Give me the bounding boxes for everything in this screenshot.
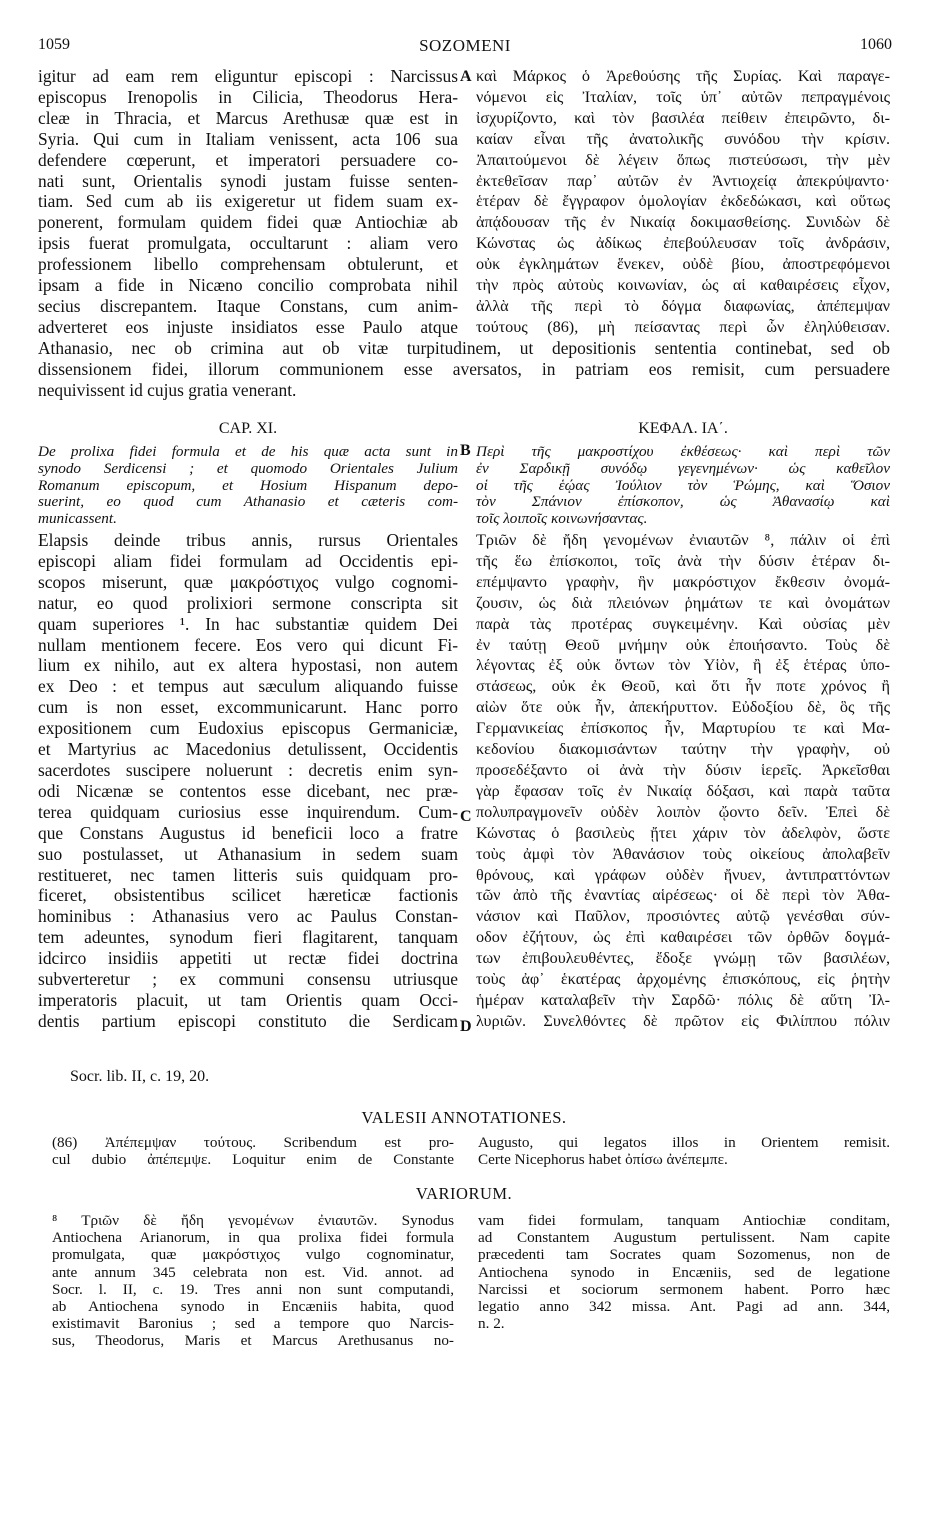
note-line: (86) Ἀπέπεμψαν τούτους. Scribendum est pro- — [52, 1134, 454, 1151]
note-line: Antiochena synodo in Encæniis, sed de legatione — [478, 1263, 890, 1281]
text-line: τοὺς ἀμφὶ τὸν Ἀθανάσιον τοὺς οἰκείους ἀπολαβεῖν — [476, 844, 890, 863]
greek-column-body — [476, 530, 890, 1032]
note-line: Narcissi et sociorum sermonem habent. Porro hæc — [478, 1280, 890, 1298]
text-line: episcopi aliam fidei formulam ad Occidentis epi- — [38, 550, 458, 571]
text-line: παρὰ τὰς προτέρας συγκειμένην. Καὶ οὐσίας μὲν — [476, 614, 890, 633]
text-line: suo postulasset, ut Athanasium in sedem suam — [38, 843, 458, 864]
text-line: cum is non esset, excommunicarunt. Hanc porro — [38, 697, 458, 718]
source-reference: Socr. lib. II, c. 19, 20. — [70, 1068, 210, 1085]
summary-line: De prolixa fidei formula et de his quæ acta sunt in — [38, 444, 458, 460]
text-line: Athanasio, nec ob crimina aut ob vitæ turpitudinem, ut depositionis sententia continebat, sed ob — [38, 338, 890, 358]
text-line: Κώνστας ὁ βασιλεὺς ᾔτει χάριν τὸν ἀδελφὸν, ὥστε — [476, 823, 890, 842]
text-line: nati sunt, Orientalis synodi justam fuisse senten- — [38, 170, 458, 191]
variorum-note-left — [52, 1212, 454, 1350]
text-line: οδον ἐζήτουν, ὡς ἐπὶ καθαιρέσει τῶν ὀρθῶν δογμά- — [476, 928, 890, 947]
text-line: καὶ Μάρκος ὁ Ἀρεθούσης τῆς Συρίας. Καὶ παραγε- — [476, 67, 890, 85]
text-line: restitueret, nec tamen litteris suis quidquam pro- — [38, 864, 458, 885]
chapter-heading-greek: ΚΕΦΑΛ. ΙΑ΄. — [638, 420, 728, 437]
text-line: subverteretur ; ex communi consensu utriusque — [38, 969, 458, 990]
text-line: ficeret, obsistentibus scilicet hæreticæ factionis — [38, 885, 458, 906]
text-line: idcirco insidiis appetiti ut rectæ fidei doctrina — [38, 948, 458, 969]
variorum-heading: VARIORUM. — [415, 1184, 513, 1203]
valesii-note-right — [478, 1134, 890, 1168]
chapter-heading-latin: CAP. XI. — [218, 420, 278, 437]
text-line: αἰὼν ὅτε οὐκ ἦν, ἀπεκήρυττον. Εὐδοξίου δὲ, ὃς τῆς — [476, 698, 890, 717]
text-line: nullam mentionem fecere. Eos vero qui dicunt Fi- — [38, 634, 458, 655]
text-line: odi Nicænæ se contentos esse dicebant, nec præ- — [38, 780, 458, 801]
text-line: οὐκ ἐγκλημάτων ἕνεκεν, οὐδὲ βίου, ἀποστρεφόμενοι — [476, 255, 890, 274]
text-line: igitur ad eam rem eliguntur episcopi : Narcissus — [38, 66, 458, 86]
text-line: natur, eo quod prolixiori sermone conscripta sit — [38, 592, 458, 613]
text-line: nequivissent id cujus gratia venerant. — [38, 379, 297, 400]
summary-line: ἐν Σαρδικῇ συνόδῳ γεγενημένων· ὡς καθεῖλον — [476, 460, 890, 477]
text-line: κεδονίου διακομισάντων ταύτην τὴν γραφὴν, οὐ — [476, 740, 890, 759]
running-header — [38, 36, 892, 60]
text-line: hominibus : Athanasius vero ac Paulus Constan- — [38, 906, 458, 927]
text-line: cleæ in Thracia, et Marcus Arethusæ quæ est in — [38, 107, 458, 128]
text-line: καίαν εἶναι τῆς ἀνατολικῆς συνόδου τὴν κρίσιν. — [476, 129, 890, 148]
text-line: ἐν ταύτῃ Θεοῦ μνήμην οὐκ ἐποιήσαντο. Τοὺς δὲ — [476, 635, 890, 654]
text-line: των ἐπιβουλευθέντες, ἔδοξε γνώμῃ τῶν βασιλέων, — [476, 949, 890, 968]
note-line: cul dubio ἀπέπεμψε. Loquitur enim de Constante — [52, 1151, 454, 1169]
text-line: στάσεως, οὐκ ἐκ Θεοῦ, καὶ ὅτι ἦν ποτε χρόνος ἢ — [476, 677, 890, 696]
text-line: tem adeuntes, synodum fieri flagitarent, tanquam — [38, 927, 458, 948]
margin-marker-b: B — [460, 442, 471, 459]
text-line: λέγοντας ἐξ οὐκ ὄντων τὸν Υἱὸν, ἢ ἐξ ἑτέρας ὑπο- — [476, 656, 890, 675]
latin-column-top — [38, 66, 458, 338]
note-line: ab Antiochena synodo in Encæniis habita, quod — [52, 1298, 454, 1316]
note-line: ad Constantem Augustum pertulissent. Nam capite — [478, 1229, 890, 1247]
note-line: legatio anno 342 missa. Ant. Pagi ad ann. 344, — [478, 1298, 890, 1316]
summary-line: Περὶ τῆς μακροστίχου ἐκθέσεως· καὶ περὶ τῶν — [476, 444, 890, 460]
valesii-note-left — [52, 1134, 454, 1168]
text-line: dissensionem fidei, illorum communionem esse aversatos, in patriam eos remisit, cum persuadere — [38, 358, 890, 379]
text-line: νόμενοι εἰς Ἰταλίαν, τοῖς ὑπ᾽ αὐτῶν πεπραγμένοις — [476, 87, 890, 106]
text-line: Κώνστας ὡς ἀδίκως ἐπεβούλευσαν τοῖς ἀνδράσιν, — [476, 234, 890, 253]
text-line: scopos miserunt, quæ μακρόστιχος vulgo cognomi- — [38, 571, 458, 592]
summary-line: synodo Serdicensi ; et quomodo Orientales Julium — [38, 460, 458, 477]
text-line: ἑτέραν δὲ ἔγγραφον ὁμολογίαν ἐκδεδώκασι, καὶ οὕτως — [476, 192, 890, 211]
text-line: que Constans Augustus id beneficii loco a fratre — [38, 822, 458, 843]
margin-marker-c: C — [460, 808, 472, 825]
text-line: ipsis fuerat promulgata, occultarunt : aliam vero — [38, 233, 458, 254]
note-line: existimavit Baronius ; sed a tempore quo Narcis- — [52, 1315, 454, 1333]
text-line: adverteret eos injuste insidiatos esse Paulo atque — [38, 316, 458, 337]
text-line: τῆς ἕω ἐπίσκοποι, τοῖς ἀνὰ τὴν δύσιν ἑτέραν δι- — [476, 551, 890, 570]
text-line: ἡμέραν καταλαβεῖν τὴν Σαρδῶ· πόλις δὲ αὕτη Ἰλ- — [476, 990, 890, 1009]
latin-column-body — [38, 530, 458, 1032]
summary-line: οἱ τῆς ἑῴας Ἰούλιον τὸν Ῥώμης, καὶ Ὅσιον — [476, 477, 890, 494]
text-line: quam superiores ¹. In hac substantiæ quidem Dei — [38, 613, 458, 634]
text-line: dentis partium episcopi constituto die Serdicam — [38, 1010, 458, 1031]
note-line: Socr. l. II, c. 19. Tres anni non sunt computandi, — [52, 1280, 454, 1298]
text-line: Τριῶν δὲ ἤδη γενομένων ἐνιαυτῶν ⁸, πάλιν οἱ ἐπὶ — [476, 531, 890, 549]
text-line: episcopus Irenopolis in Cilicia, Theodorus Hera- — [38, 86, 458, 107]
text-line: ἰσχυρίζοντο, καὶ τὸν βασιλέα πείθειν ἐπειρῶντο, δι- — [476, 108, 890, 127]
note-line: sus, Theodorus, Maris et Marcus Arethusanus no- — [52, 1332, 454, 1350]
text-line: θρόνους, καὶ γράφων οὐδὲν ἤνυεν, ἀντιπραττόντων — [476, 865, 890, 884]
text-line: προσεδέξαντο οἱ ἀνὰ τὴν δύσιν ἱερεῖς. Ἀρκεῖσθαι — [476, 760, 890, 779]
text-line: ex Deo : et tempus aut sæculum aliquando fuisse — [38, 676, 458, 697]
note-line: vam fidei formulam, tanquam Antiochiæ conditam, — [478, 1212, 890, 1229]
summary-line: suerint, eo quod cum Athanasio et cæteris com- — [38, 494, 458, 511]
summary-line: municassent. — [38, 511, 117, 528]
text-line: λυριῶν. Συνελθόντες δὲ πρῶτον εἰς Φιλίππου πόλιν — [476, 1011, 890, 1030]
text-line: imperatoris placuit, ut tam Orientis quam Occi- — [38, 989, 458, 1010]
text-line: ἐκτεθεῖσαν παρ᾽ αὐτῶν ἐν Ἀντιοχείᾳ ἀπεκρύψαντο· — [476, 171, 890, 190]
margin-marker-d: D — [460, 1018, 472, 1035]
text-line: ζουσιν, ὡς διὰ πλειόνων ῥημάτων τε καὶ ὀνομάτων — [476, 593, 890, 612]
full-width-text — [38, 338, 890, 401]
note-line: præcedenti tam Socrates quam Sozomenus, non de — [478, 1246, 890, 1264]
text-line: sacerdotes suscipere noluerunt : decretis enim syn- — [38, 759, 458, 780]
chapter-summary-latin — [38, 444, 458, 528]
note-line: Antiochena Arianorum, in qua prolixa fidei formula — [52, 1229, 454, 1247]
text-line: Elapsis deinde tribus annis, rursus Orientales — [38, 530, 458, 550]
left-page-number: 1059 — [38, 36, 70, 53]
text-line: defendere cœperunt, et imperatori persuadere co- — [38, 149, 458, 170]
summary-line: Romanum episcopum, et Hosium Hispanum depo- — [38, 477, 458, 494]
text-line: et Martyrius ac Macedonius detulissent, Occidentis — [38, 739, 458, 760]
note-line: n. 2. — [478, 1315, 505, 1333]
text-line: τούτους (86), μὴ πείσαντας περὶ ὧν ἐληλύθεισαν. — [476, 317, 890, 336]
text-line: ponerent, formulam quidem fidei quæ Antiochiæ ab — [38, 212, 458, 233]
text-line: τὴν πρὸς αὐτοὺς κοινωνίαν, ὡς αἱ καθαιρέσεις εἶχον, — [476, 276, 890, 295]
text-line: Ἀπαιτούμενοι δὲ λέγειν ὅπως πιστεύσωσι, τὴν μὲν — [476, 150, 890, 169]
text-line: Γερμανικείας ἐπίσκοπος ἦν, Μαρτυρίου τε καὶ Μα- — [476, 719, 890, 738]
note-line: promulgata, quæ μακρόστιχος vulgo cognominatur, — [52, 1246, 454, 1264]
text-line: πολυπραγμονεῖν οὐδὲν λοιπὸν ᾤοντο δεῖν. Ἐπεὶ δὲ — [476, 802, 890, 821]
note-line: ⁸ Τριῶν δὲ ἤδη γενομένων ἐνιαυτῶν. Synodus — [52, 1212, 454, 1229]
text-line: professionem libello comprehensam obtulerunt, et — [38, 254, 458, 275]
greek-column-top — [476, 66, 890, 338]
text-line: τοὺς ἀφ᾽ ἑκατέρας ἀρχομένης ἐπισκόπους, εἰς ῥητὴν — [476, 970, 890, 989]
text-line: ἀλλὰ τῆς περὶ τὸ δόγμα διαφωνίας, ἀπέπεμψαν — [476, 296, 890, 315]
text-line: ἀπᾴδουσαν τῆς ἐν Νικαίᾳ δοκιμασθείσης. Συνιδὼν δὲ — [476, 213, 890, 232]
text-line: τῶν ἀπὸ τῆς ἐναντίας αἱρέσεως· οἱ δὲ περὶ τὸν Ἀθα- — [476, 886, 890, 905]
chapter-summary-greek — [476, 444, 890, 528]
text-line: ipsam a fide in Nicæno concilio comprobata nihil — [38, 275, 458, 296]
text-line: secius discrepantem. Itaque Constans, cum anim- — [38, 295, 458, 316]
running-title: SOZOMENI — [419, 36, 511, 55]
text-line: lium ex nihilo, aut ex altera hypostasi, non autem — [38, 655, 458, 676]
margin-marker-a: A — [460, 68, 472, 85]
note-line: Augusto, qui legatos illos in Orientem remisit. — [478, 1134, 890, 1151]
summary-line: τοῖς λοιποῖς κοινωνήσαντας. — [476, 511, 648, 528]
text-line: tiam. Sed cum ab iis exigeretur ut fidem suam ex- — [38, 191, 458, 212]
right-page-number: 1060 — [860, 36, 892, 53]
text-line: expositionem cum Eudoxius episcopus Germaniciæ, — [38, 718, 458, 739]
variorum-note-right — [478, 1212, 890, 1332]
text-line: νάσιον καὶ Παῦλον, προσιόντες αὐτῷ γενέσθαι σύν- — [476, 907, 890, 926]
summary-line: τὸν Σπάνιον ἐπίσκοπον, ὡς Ἀθανασίῳ καὶ — [476, 494, 890, 511]
note-line: Certe Nicephorus habet ὀπίσω ἀνέπεμπε. — [478, 1151, 728, 1169]
text-line: Syria. Qui cum in Italiam venissent, acta 106 sua — [38, 128, 458, 149]
text-line: γὰρ ἔφασαν τοῖς ἐν Νικαίᾳ δόξασι, καὶ παρὰ ταῦτα — [476, 781, 890, 800]
valesii-heading: VALESII ANNOTATIONES. — [361, 1108, 567, 1127]
note-line: ante annum 345 celebrata non est. Vid. annot. ad — [52, 1263, 454, 1281]
text-line: terea quidquam curiosius esse inquirendum. Cum- — [38, 801, 458, 822]
text-line: επέμψαντο γραφὴν, ἣν μακρόστιχον ἔκθεσιν ὀνομά- — [476, 572, 890, 591]
